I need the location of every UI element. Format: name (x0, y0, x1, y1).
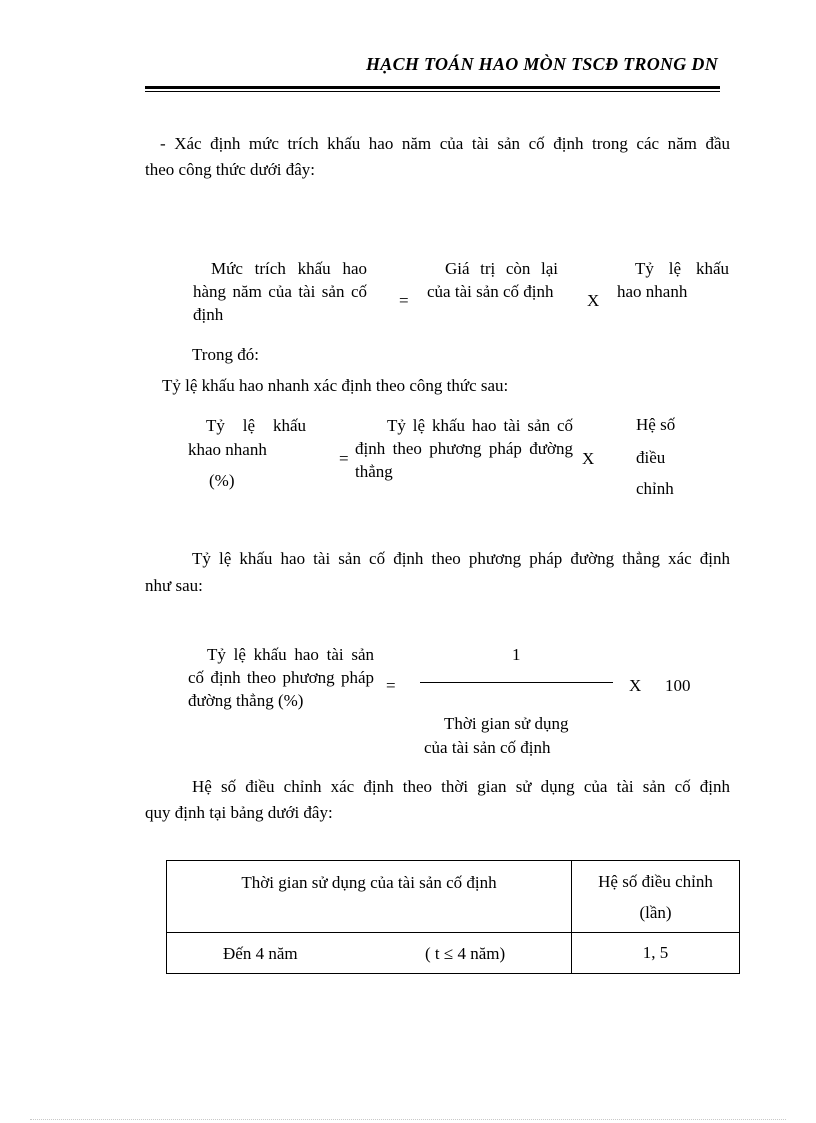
table-header-coefficient-line2: (lần) (639, 903, 672, 922)
formula3-times: X (629, 676, 642, 695)
where-label: Trong đó: (192, 345, 259, 364)
formula2-term2-line2: điều (636, 448, 666, 467)
straight-intro-line-1: Tỷ lệ khấu hao tài sản cố định theo phương pháp đường thẳng xác định (192, 549, 730, 568)
table-header-coefficient (572, 861, 740, 933)
formula1-lhs: Mức trích khấu hao hàng năm của tài sản cố định (193, 259, 367, 324)
table-cell-coefficient (572, 933, 740, 974)
intro-line-1: - Xác định mức trích khấu hao năm của tài sản cố định trong các năm đầu (160, 134, 730, 153)
fraction-bar (420, 682, 613, 683)
formula1-term2: Tỷ lệ khấu hao nhanh (617, 259, 729, 301)
formula3-denominator-line1: Thời gian sử dụng (444, 714, 569, 733)
table-row-period: Đến 4 năm (223, 944, 298, 963)
table-header-coefficient-line1: Hệ số điều chỉnh (598, 872, 713, 891)
table-row-coefficient: 1, 5 (642, 943, 669, 962)
table-header-period-text: Thời gian sử dụng của tài sản cố định (241, 873, 497, 892)
page-bottom-dotted-line (30, 1119, 786, 1120)
formula2-term2-line1: Hệ số (636, 415, 676, 434)
table-header-period (167, 861, 572, 933)
formula2-term1: Tỷ lệ khấu hao tài sản cố định theo phương pháp đường thẳng (355, 416, 573, 481)
formula2-equals: = (339, 449, 349, 468)
formula2-times: X (582, 449, 595, 468)
formula3-numerator: 1 (512, 645, 521, 664)
page-header-title: HẠCH TOÁN HAO MÒN TSCĐ TRONG DN (365, 54, 718, 74)
coef-intro-line-1: Hệ số điều chỉnh xác định theo thời gian sử dụng của tài sản cố định (192, 777, 730, 796)
formula1-term1: Giá trị còn lại của tài sản cố định (427, 259, 558, 301)
coefficient-table (166, 860, 740, 974)
header-rule-thin (145, 91, 720, 92)
formula1-times: X (587, 291, 600, 310)
formula3-equals: = (386, 676, 396, 695)
formula3-denominator-line2: của tài sản cố định (424, 738, 551, 757)
formula1-equals: = (399, 291, 409, 310)
rate-intro: Tỷ lệ khấu hao nhanh xác định theo công thức sau: (162, 376, 509, 395)
formula3-lhs: Tỷ lệ khấu hao tài sản cố định theo phương pháp đường thẳng (%) (188, 645, 374, 710)
straight-intro-line-2: như sau: (145, 576, 203, 595)
formula3-multiplier: 100 (665, 676, 691, 695)
formula2-lhs-unit: (%) (209, 471, 235, 490)
table-row-condition: ( t ≤ 4 năm) (425, 944, 506, 963)
formula2-lhs: Tỷ lệ khấu khao nhanh (188, 416, 306, 459)
coef-intro-line-2: quy định tại bảng dưới đây: (145, 803, 333, 822)
table-cell-period (167, 933, 572, 974)
intro-line-2: theo công thức dưới đây: (145, 160, 315, 179)
formula2-term2-line3: chỉnh (636, 479, 674, 498)
table-row (167, 933, 740, 974)
table-header-row (167, 861, 740, 933)
header-rule-thick (145, 86, 720, 89)
